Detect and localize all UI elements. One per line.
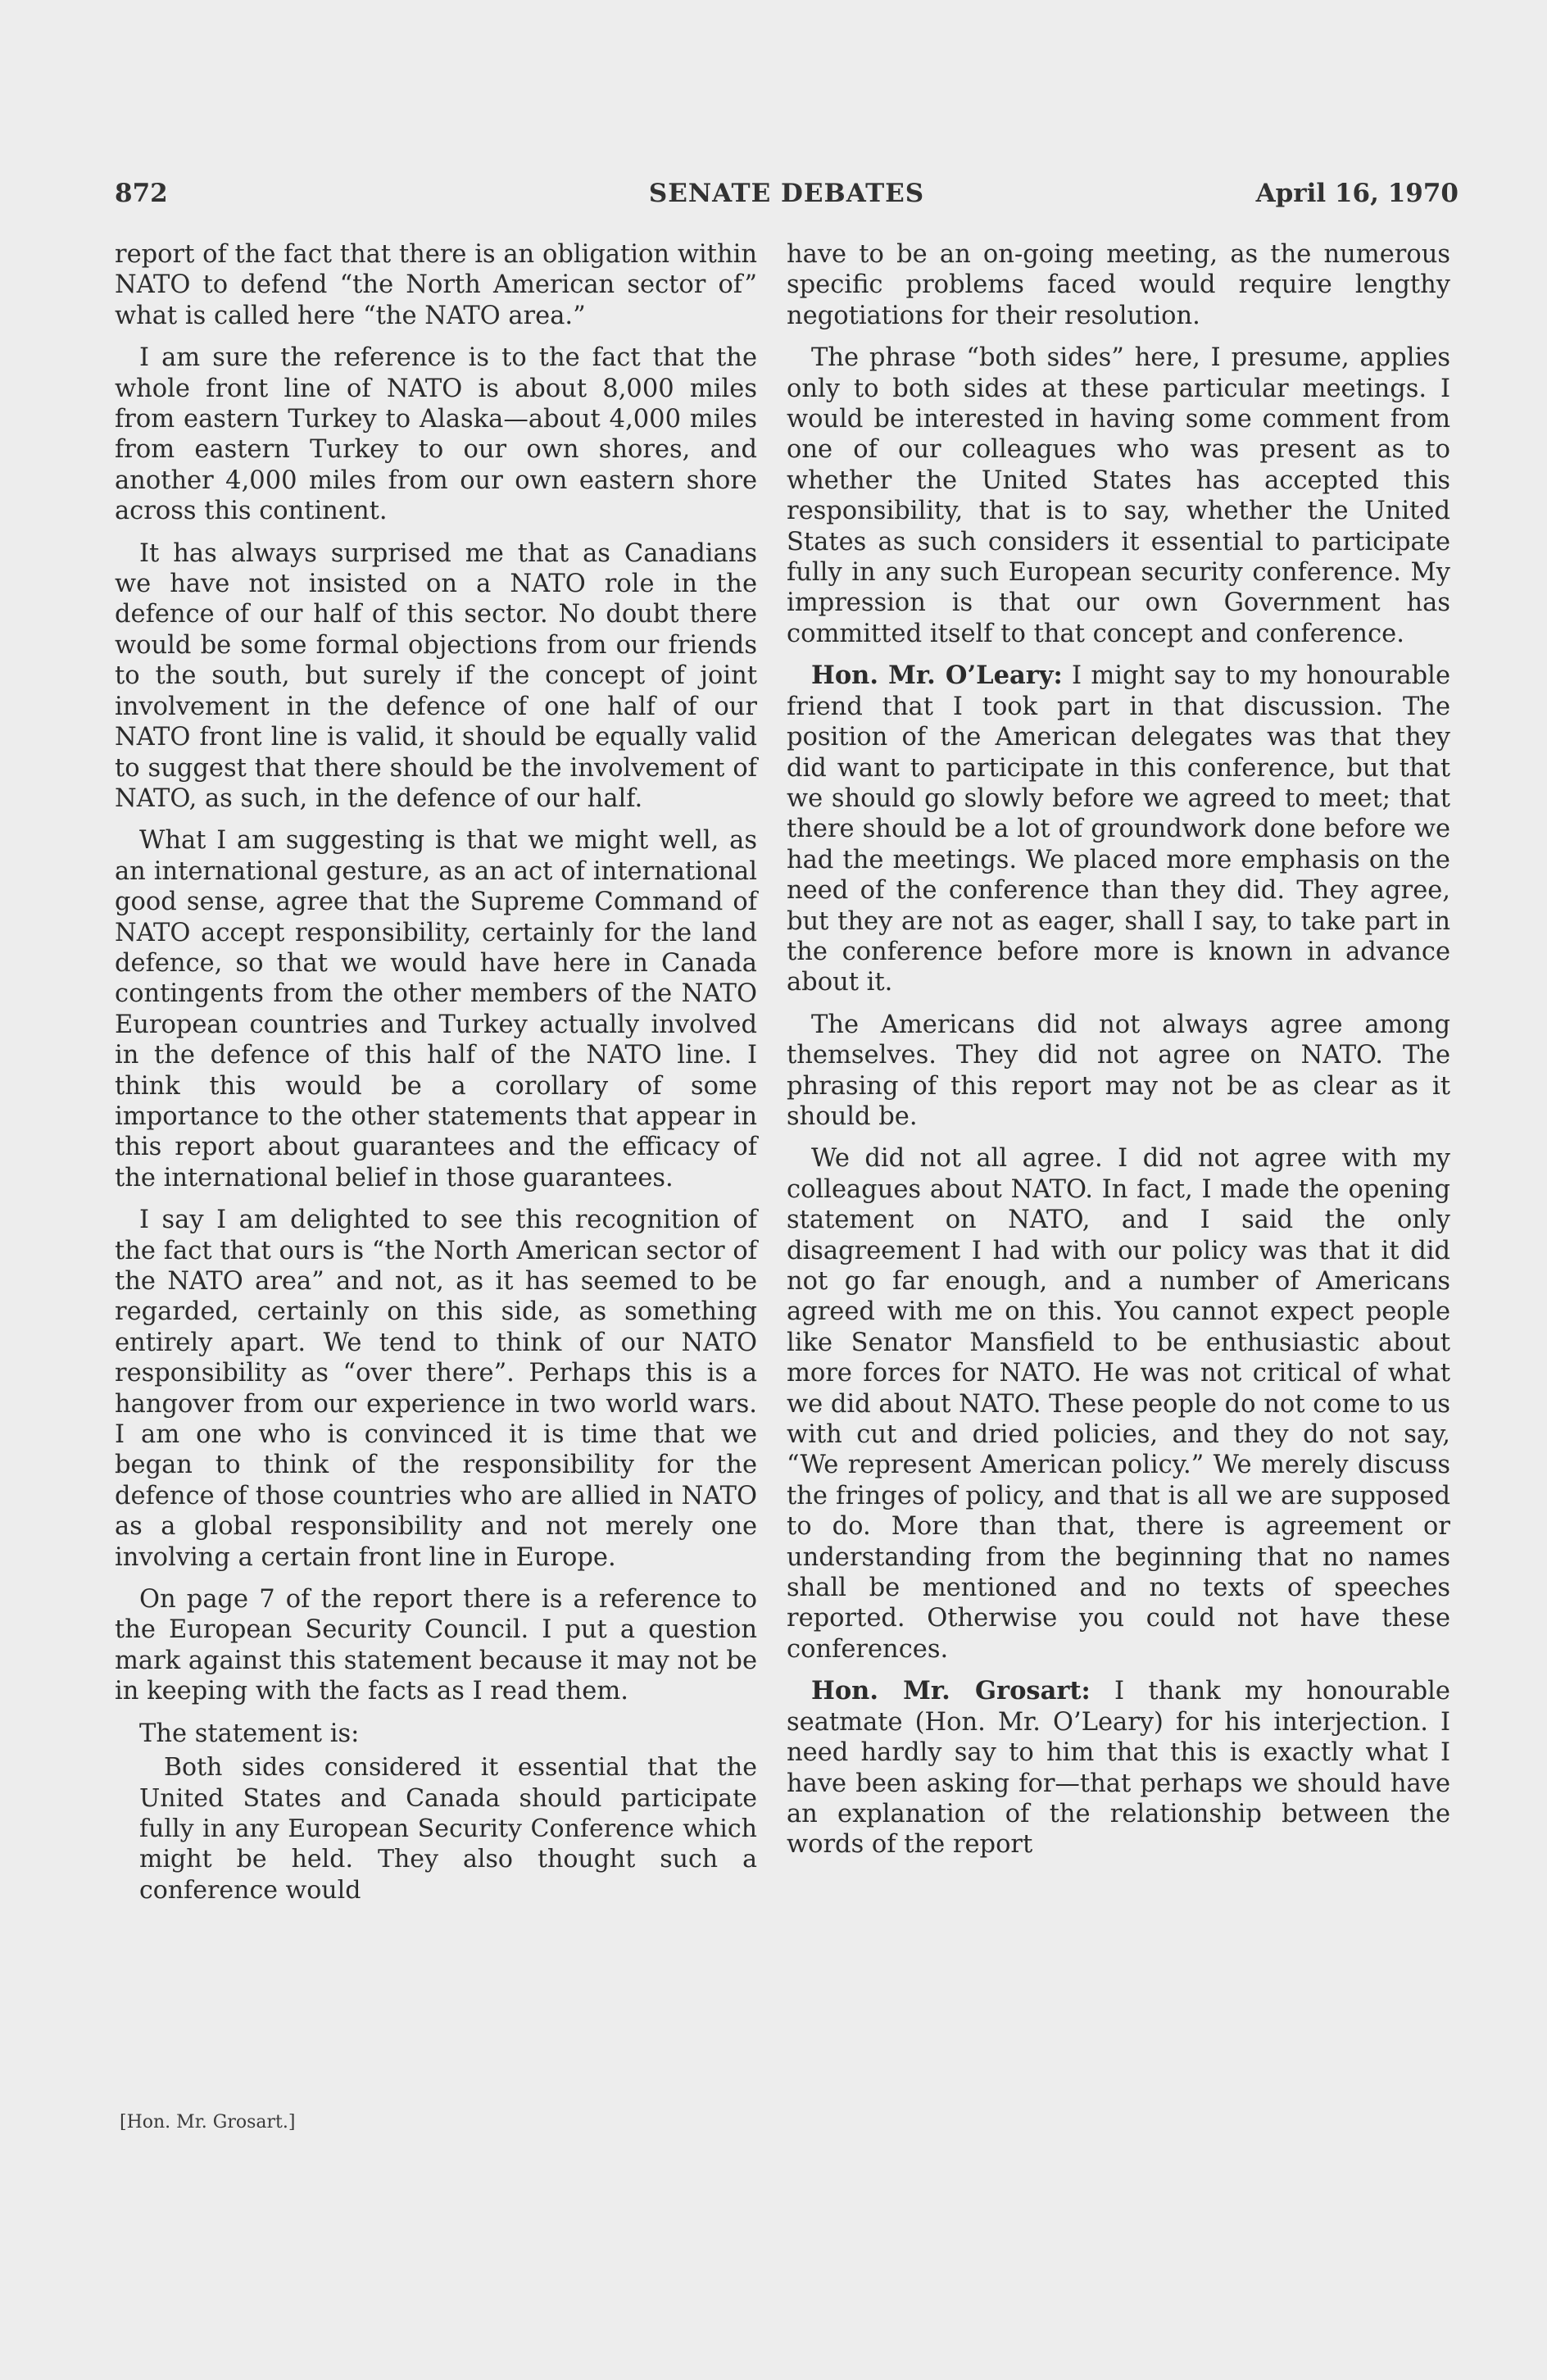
speech-text: I might say to my honourable friend that I took part in that discussion. The position of the American delegates was that they did want to participate in this conference, but that we should go slowly before we agreed to meet; that there should be a lot of groundwork done before we had the meetings. We placed more emphasis on the need of the conference than they did. They agree, but they are not as eager, shall I say, to take part in the conference before more is known in advance about it.: [787, 661, 1450, 997]
paragraph: What I am suggesting is that we might well, as an international gesture, as an act of international good sense, agree that the Supreme Command of NATO accept responsibility, certainly for the land defence, so that we would have here in Canada contingents from the other members of the NATO European countries and Turkey actually involved in the defence of this half of the NATO line. I think this would be a corollary of some importance to the other statements that appear in this report about guarantees and the efficacy of the international belief in those guarantees.: [115, 826, 757, 1192]
publication-title: SENATE DEBATES: [648, 179, 925, 208]
block-quote: Both sides considered it essential that the United States and Canada should participate fully in any European Security Conference which might be held. They also thought such a conference would: [139, 1753, 757, 1905]
right-column: [787, 239, 1450, 1872]
paragraph: It has always surprised me that as Canadians we have not insisted on a NATO role in the defence of our half of this sector. No doubt there would be some formal objections from our friends to the south, but surely if the concept of joint involvement in the defence of one half of our NATO front line is valid, it should be equally valid to suggest that there should be the involvement of NATO, as such, in the defence of our half.: [115, 538, 757, 813]
paragraph: We did not all agree. I did not agree with my colleagues about NATO. In fact, I made the opening statement on NATO, and I said the only disagreement I had with our policy was that it did not go far enough, and a number of Americans agreed with me on this. You cannot expect people like Senator Mansfield to be enthusiastic about more forces for NATO. He was not critical of what we did about NATO. These people do not come to us with cut and dried policies, and they do not say, “We represent American policy.” We merely discuss the fringes of policy, and that is all we are supposed to do. More than that, there is agreement or understanding from the beginning that no names shall be mentioned and no texts of speeches reported. Otherwise you could not have these conferences.: [787, 1144, 1450, 1664]
left-column: [115, 239, 757, 1914]
page-header: [115, 179, 1459, 215]
speaker-footnote: [Hon. Mr. Grosart.]: [120, 2112, 296, 2132]
paragraph: have to be an on-going meeting, as the numerous specific problems faced would require lengthy negotiations for their resolution.: [787, 240, 1450, 330]
issue-date: April 16, 1970: [1255, 179, 1459, 208]
speech-paragraph: [787, 1676, 1450, 1860]
paragraph: The Americans did not always agree among themselves. They did not agree on NATO. The phrasing of this report may not be as clear as it should be.: [787, 1010, 1450, 1131]
paragraph: report of the fact that there is an obligation within NATO to defend “the North American sector of” what is called here “the NATO area.”: [115, 240, 757, 330]
speaker-name: Hon. Mr. Grosart:: [811, 1676, 1091, 1706]
speaker-name: Hon. Mr. O’Leary:: [811, 661, 1063, 691]
paragraph: I say I am delighted to see this recognition of the fact that ours is “the North American sector of the NATO area” and not, as it has seemed to be regarded, certainly on this side, as something entirely apart. We tend to think of our NATO responsibility as “over there”. Perhaps this is a hangover from our experience in two world wars. I am one who is convinced it is time that we began to think of the responsibility for the defence of those countries who are allied in NATO as a global responsibility and not merely one involving a certain front line in Europe.: [115, 1206, 757, 1572]
page-number: 872: [115, 179, 168, 208]
speech-paragraph: [787, 661, 1450, 997]
paragraph: On page 7 of the report there is a reference to the European Security Council. I put a question mark against this statement because it may not be in keeping with the facts as I read them.: [115, 1585, 757, 1706]
paragraph: The phrase “both sides” here, I presume, applies only to both sides at these particular meetings. I would be interested in having some comment from one of our colleagues who was present as to whether the United States has accepted this responsibility, that is to say, whether the United States as such considers it essential to participate fully in any such European security conference. My impression is that our own Government has committed itself to that concept and conference.: [787, 343, 1450, 648]
speech-text: I thank my honourable seatmate (Hon. Mr. O’Leary) for his interjection. I need hardly say to him that this is exactly what I have been asking for—that perhaps we should have an explanation of the relationship between the words of the report: [787, 1677, 1450, 1860]
paragraph: The statement is:: [139, 1719, 360, 1748]
paragraph: I am sure the reference is to the fact that the whole front line of NATO is about 8,000 miles from eastern Turkey to Alaska—about 4,000 miles from eastern Turkey to our own shores, and another 4,000 miles from our own eastern shore across this continent.: [115, 343, 757, 526]
